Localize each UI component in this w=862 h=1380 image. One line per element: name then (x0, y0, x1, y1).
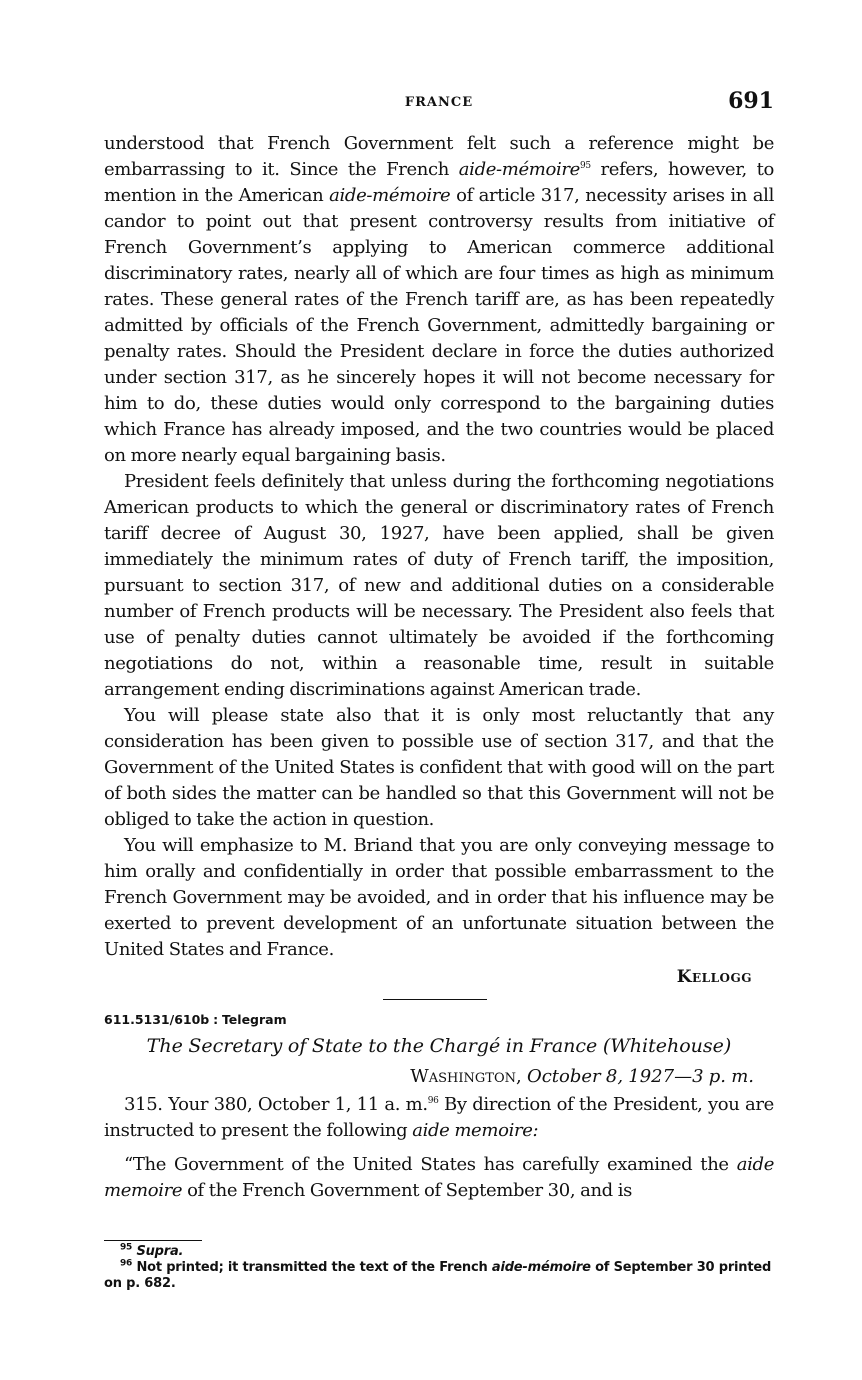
footnote-95 (104, 1244, 772, 1260)
paragraph-1-term: aide-mémoire (458, 159, 580, 180)
paragraph-4: You will emphasize to M. Briand that you are only conveying message to him orally and confidentially in order that possible embarrassment to the French Government may be avoided, and in order that his influence may be exerted to prevent development of an unfortunate situation between the United States and France. (104, 835, 774, 960)
dateline-place: Washington, (410, 1066, 522, 1087)
footnote-95-text: Supra. (136, 1244, 184, 1259)
paragraph-1-text-c: of article 317, necessity arises in all candor to point out that present controversy results from initiative of French Government’s applying to American commerce additional discriminatory rates, nearly all of which are four times as high as minimum rates. These general rates of the French tariff are, as has been repeatedly admitted by officials of the French Government, admittedly bargaining or penalty rates. Should the President declare in force the duties authorized under section 317, as he sincerely hopes it will not become necessary for him to do, these duties would only correspond to the bargaining duties which France has already imposed, and the two countries would be placed on more nearly equal bargaining basis. (104, 185, 774, 466)
footnote-ref-96: 96 (427, 1096, 439, 1106)
footnote-95-mark: 95 (120, 1242, 133, 1253)
footnote-96-term: aide-mémoire (491, 1260, 591, 1275)
paragraph-1-text-b: refers, however, to mention in the American (104, 159, 774, 206)
telegram-text-b: By direction of the President, you are instructed to present the following (104, 1094, 774, 1141)
footnote-rule (104, 1240, 202, 1241)
footnote-ref-95: 95 (579, 161, 591, 171)
running-head: FRANCE (404, 95, 474, 110)
quote-term: aide memoire (104, 1154, 774, 1201)
paragraph-2: President feels definitely that unless during the forthcoming negotiations American products to which the general or discriminatory rates of French tariff decree of August 30, 1927, have been applied, shall be given immediately the minimum rates of duty of French tariff, the imposition, pursuant to section 317, of new and additional duties on a considerable number of French products will be necessary. The President also feels that use of penalty duties cannot ultimately be avoided if the forthcoming negotiations do not, within a reasonable time, result in suitable arrangement ending discriminations against American trade. (104, 471, 774, 700)
telegram-text-a: 315. Your 380, October 1, 11 a. m. (124, 1094, 428, 1115)
quoted-paragraph (104, 1152, 774, 1204)
dateline (104, 1062, 774, 1092)
paragraph-1 (104, 131, 774, 469)
paragraph-1-term-2: aide-mémoire (329, 185, 451, 206)
paragraph-1-text-a: understood that French Government felt such a reference might be embarrassing to it. Since the French (104, 133, 774, 180)
paragraph-3: You will please state also that it is only most reluctantly that any consideration has been given to possible use of section 317, and that the Government of the United States is confident that with good will on the part of both sides the matter can be handled so that this Government will not be obliged to take the action in question. (104, 705, 774, 830)
page-header (104, 88, 774, 118)
telegram-paragraph (104, 1092, 774, 1144)
footnote-96-mark: 96 (120, 1258, 133, 1269)
document-title-name: (Whitehouse) (602, 1035, 732, 1057)
file-number: 611.5131/610b : Telegram (104, 1012, 287, 1027)
dateline-date: October 8, 1927—3 p. m. (526, 1066, 754, 1087)
body-text (104, 131, 774, 1204)
quote-text-b: of the French Government of September 30, and is (182, 1180, 633, 1201)
quote-text-a: “The Government of the United States has carefully examined the (124, 1154, 737, 1175)
footnote-96-text-a: Not printed; it transmitted the text of the French (136, 1260, 492, 1275)
footnote-96-text-b: of September 30 printed on p. 682. (104, 1260, 772, 1291)
document-title-text: The Secretary of State to the Chargé in France (146, 1035, 598, 1057)
footnotes (104, 1244, 772, 1292)
page-number: 691 (728, 88, 774, 114)
footnote-96 (104, 1260, 772, 1292)
document-title (104, 1032, 774, 1060)
telegram-term: aide memoire: (412, 1120, 539, 1141)
section-divider (383, 999, 487, 1000)
signature: Kellogg (676, 967, 752, 987)
